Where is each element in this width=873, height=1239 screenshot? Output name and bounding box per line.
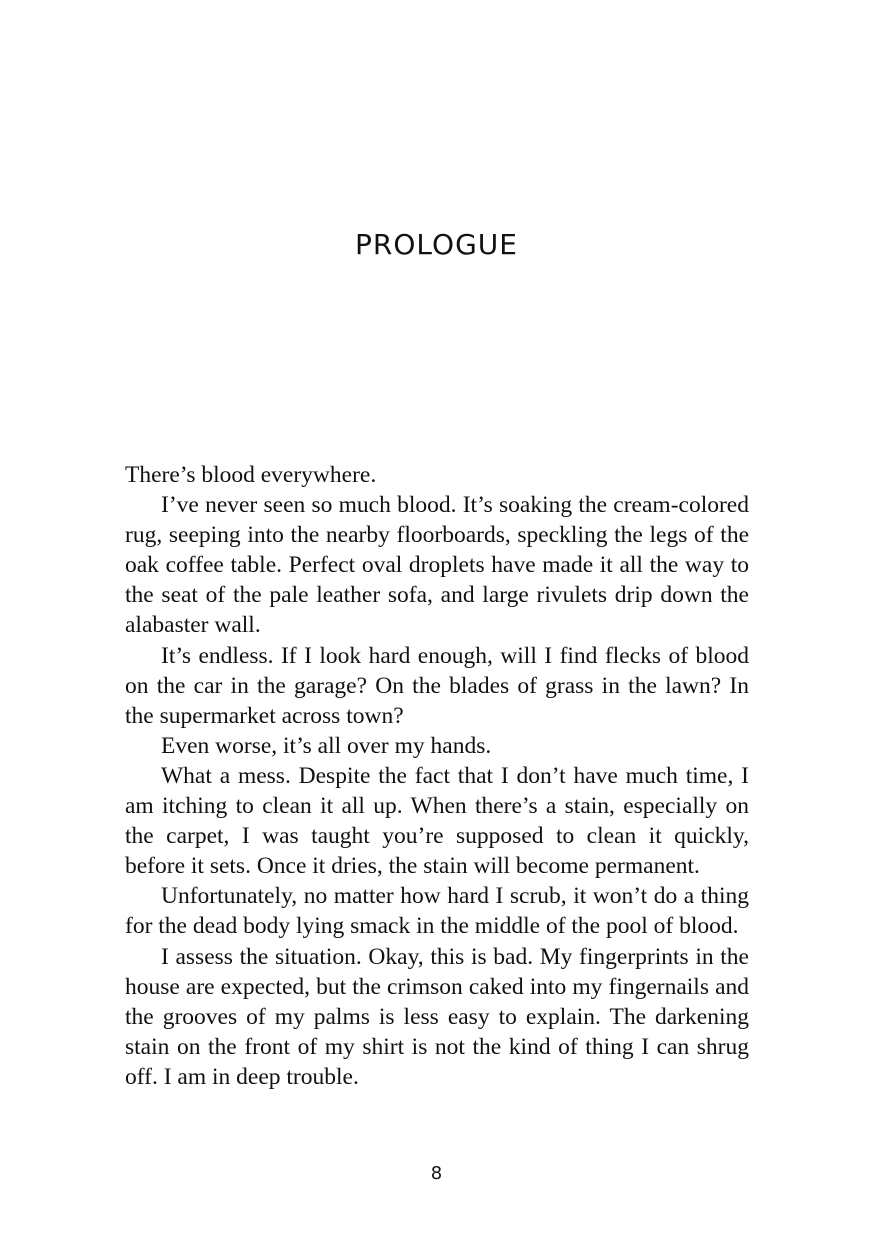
- chapter-title: PROLOGUE: [355, 228, 518, 261]
- paragraph: I assess the situation. Okay, this is bad. My fingerprints in the house are expected, but the crimson caked into my fingernails and the grooves of my palms is less easy to explain. The darkening stain on the front of my shirt is not the kind of thing I can shrug off. I am in deep trouble.: [125, 943, 749, 1090]
- paragraph: Unfortunately, no matter how hard I scrub, it won’t do a thing for the dead body lying smack in the middle of the pool of blood.: [125, 883, 749, 940]
- paragraph: It’s endless. If I look hard enough, will I find flecks of blood on the car in the garage? On the blades of grass in the lawn? In the supermarket across town?: [125, 642, 749, 729]
- chapter-body: [125, 460, 749, 1092]
- page-number: 8: [430, 1163, 443, 1184]
- paragraph: Even worse, it’s all over my hands.: [161, 732, 492, 759]
- paragraph: What a mess. Despite the fact that I don’t have much time, I am itching to clean it all up. When there’s a stain, especially on the carpet, I was taught you’re supposed to clean it quickly, before it sets. Once it dries, the stain will become permanent.: [125, 762, 749, 880]
- paragraph: I’ve never seen so much blood. It’s soaking the cream-colored rug, seeping into the nearby floorboards, speckling the legs of the oak coffee table. Perfect oval droplets have made it all the way to the seat of the pale leather sofa, and large rivulets drip down the alabaster wall.: [125, 492, 749, 639]
- paragraph: There’s blood everywhere.: [125, 462, 377, 488]
